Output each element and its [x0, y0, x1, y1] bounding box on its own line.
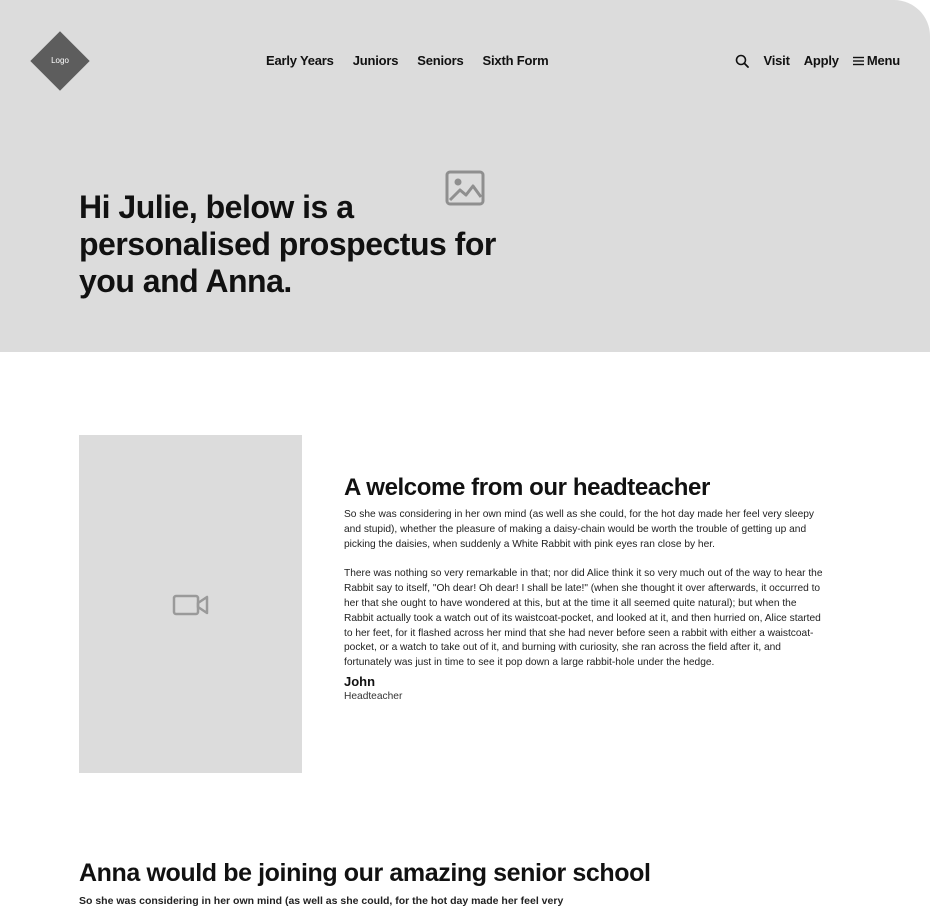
video-player[interactable] — [79, 435, 302, 773]
senior-intro: So she was considering in her own mind (as well as she could, for the hot day made her feel very — [79, 895, 564, 907]
video-camera-icon — [172, 593, 210, 617]
welcome-paragraph-2: There was nothing so very remarkable in that; nor did Alice think it so very much out of the way to hear the Rabbit say to itself, "Oh dear! Oh dear! I shall be late!" (when she thought it over afterwards, it occurred to her that she ought to have wondered at this, but at the time it all seemed quite natural); but when the Rabbit actually took a watch out of its waistcoat-pocket, and looked at it, and then hurried on, Alice started to her feet, for it flashed across her mind that she had never before seen a rabbit with either a waistcoat-pocket, or a watch to take out of it, and burning with curiosity, she ran across the field after it, and fortunately was just in time to see it pop down a large rabbit-hole under the hedge. — [344, 568, 823, 669]
nav-early-years[interactable]: Early Years — [266, 53, 334, 68]
menu-label: Menu — [866, 53, 900, 68]
hero-title: Hi Julie, below is a personalised prospectus for you and Anna. — [79, 189, 496, 299]
visit-link[interactable]: Visit — [763, 53, 790, 68]
apply-link[interactable]: Apply — [803, 53, 839, 68]
welcome-section — [344, 474, 824, 704]
nav-seniors[interactable]: Seniors — [417, 53, 464, 68]
nav-juniors[interactable]: Juniors — [352, 53, 399, 68]
senior-heading: Anna would be joining our amazing senior school — [79, 859, 651, 887]
welcome-paragraph-1: So she was considering in her own mind (as well as she could, for the hot day made her feel very sleepy and stupid), whether the pleasure of making a daisy-chain would be worth the trouble of getting up and picking the daisies, when suddenly a White Rabbit with pink eyes ran close by her. — [344, 509, 815, 550]
utility-nav — [735, 53, 900, 68]
hamburger-icon — [853, 56, 864, 66]
welcome-heading: A welcome from our headteacher — [344, 474, 710, 501]
hero-section — [0, 0, 930, 352]
logo-text: Logo — [51, 56, 69, 65]
senior-section — [79, 857, 859, 908]
search-icon[interactable] — [735, 54, 749, 68]
menu-button[interactable] — [853, 53, 900, 68]
signatory-name: John — [344, 673, 376, 689]
nav-sixth-form[interactable]: Sixth Form — [482, 53, 549, 68]
signatory-role: Headteacher — [344, 690, 403, 702]
main-nav — [266, 53, 548, 68]
